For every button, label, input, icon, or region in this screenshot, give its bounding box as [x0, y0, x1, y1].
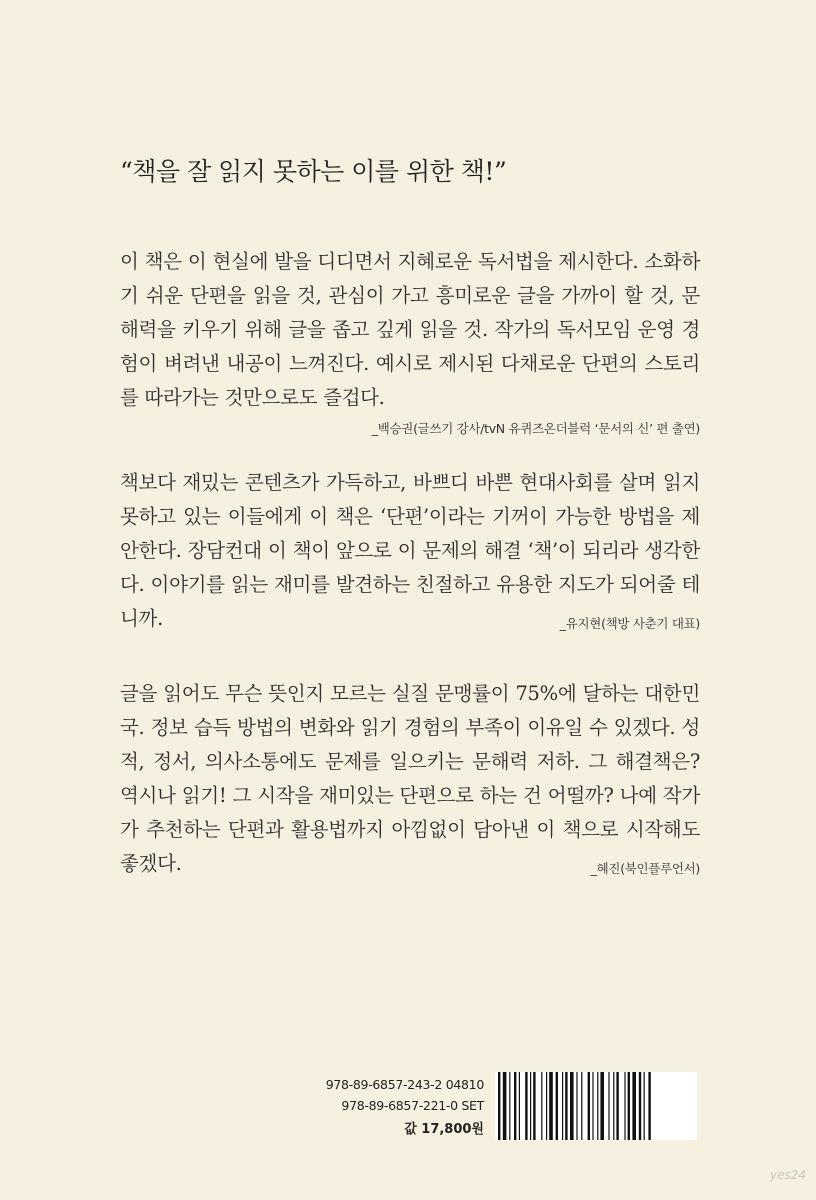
review-hyejin: [120, 677, 700, 881]
review-credit: _유지현(책방 사춘기 대표): [559, 616, 700, 631]
barcode-bar: [498, 1072, 500, 1140]
review-yoo: [120, 466, 700, 636]
price-label: 값 17,800원: [404, 1122, 484, 1137]
barcode-bar: [588, 1072, 590, 1140]
barcode-bar: [565, 1072, 567, 1140]
barcode-bar: [644, 1072, 645, 1140]
barcode-bar: [600, 1072, 604, 1140]
barcode-bar: [632, 1072, 636, 1140]
barcode-bar: [570, 1072, 574, 1140]
barcode-bar: [546, 1072, 547, 1140]
barcode-bar: [533, 1072, 535, 1140]
barcode-bar: [519, 1072, 520, 1140]
review-credit: _혜진(북인플루언서): [590, 861, 700, 876]
barcode-bar: [597, 1072, 598, 1140]
barcode-bar: [616, 1072, 618, 1140]
barcode-bar: [525, 1072, 527, 1140]
barcode-bar: [530, 1072, 531, 1140]
barcode-bar: [624, 1072, 625, 1140]
barcode-bar: [648, 1072, 650, 1140]
barcode-bar: [503, 1072, 507, 1140]
barcode-bar: [514, 1072, 516, 1140]
review-baek: [120, 245, 700, 437]
barcode-bar: [639, 1072, 641, 1140]
isbn-set: 978-89-6857-221-0 SET: [341, 1098, 484, 1113]
watermark-logo: yes24: [770, 1168, 807, 1182]
barcode-bar: [556, 1072, 558, 1140]
barcode-bar: [608, 1072, 609, 1140]
barcode-bar: [628, 1072, 630, 1140]
review-text: 글을 읽어도 무슨 뜻인지 모르는 실질 문맹률이 75%에 달하는 대한민국. 정보 습득 방법의 변화와 읽기 경험의 부족이 이유일 수 있겠다. 성적, 정서, 의사소통에도 문제를 일으키는 문해력 저하. 그 해결책은? 역시나 읽기! 그 시작을 재미있는 단편으로 하는 건 어떨까? 나예 작가가 추천하는 단편과 활용법까지 아낌없이 담아낸 이 책으로 시작해도 좋겠다.: [120, 682, 700, 875]
barcode-bar: [509, 1072, 510, 1140]
review-text: 이 책은 이 현실에 발을 디디면서 지혜로운 독서법을 제시한다. 소화하기 쉬운 단편을 읽을 것, 관심이 가고 흥미로운 글을 가까이 할 것, 문해력을 키우기 위해 글을 좁고 깊게 읽을 것. 작가의 독서모임 운영 경험이 벼려낸 내공이 느껴진다. 예시로 제시된 다채로운 단편의 스토리를 따라가는 것만으로도 즐겁다.: [120, 250, 700, 409]
barcode-bar: [613, 1072, 614, 1140]
review-credit: _백승권(글쓰기 강사/tvN 유퀴즈온더블럭 ‘문서의 신’ 편 출연): [371, 421, 700, 436]
barcode: [495, 1072, 697, 1140]
barcode-bar: [549, 1072, 553, 1140]
barcode-bar: [581, 1072, 582, 1140]
isbn-volume: 978-89-6857-243-2 04810: [325, 1077, 484, 1092]
barcode-bar: [541, 1072, 542, 1140]
barcode-bar: [592, 1072, 593, 1140]
review-text: 책보다 재밌는 콘텐츠가 가득하고, 바쁘디 바쁜 현대사회를 살며 읽지 못하고 있는 이들에게 이 책은 ‘단편’이라는 기꺼이 가능한 방법을 제안한다. 장담컨대 이 책이 앞으로 이 문제의 해결 ‘책’이 되리라 생각한다. 이야기를 읽는 재미를 발견하는 친절하고 유용한 지도가 되어줄 테니까.: [120, 471, 700, 630]
barcode-bar: [576, 1072, 577, 1140]
headline: “책을 잘 읽지 못하는 이를 위한 책!”: [120, 157, 507, 186]
barcode-bar: [562, 1072, 563, 1140]
